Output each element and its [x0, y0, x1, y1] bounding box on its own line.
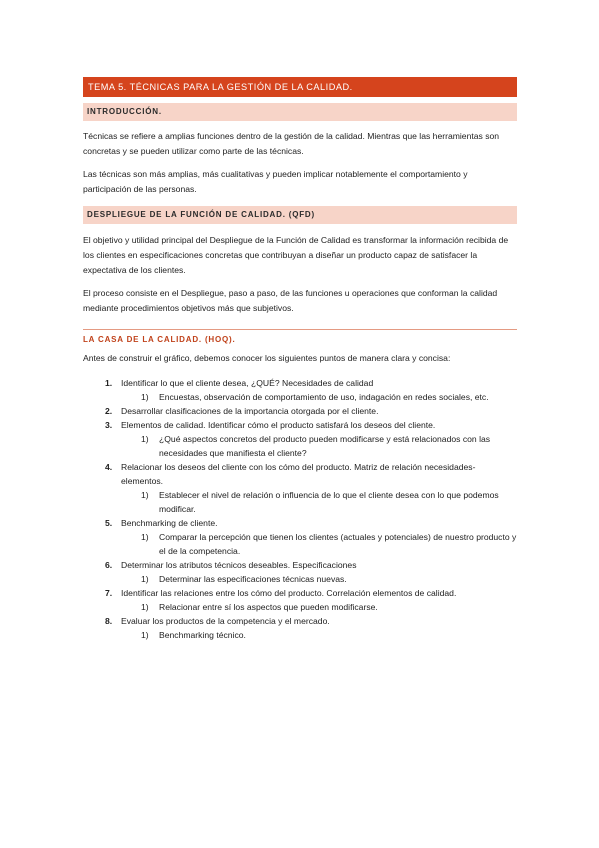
- list-item: [83, 586, 517, 614]
- sub-list-item-text: Determinar las especificaciones técnicas nuevas.: [159, 574, 347, 584]
- sub-list-item-text: Comparar la percepción que tienen los clientes (actuales y potenciales) de nuestro producto y el de la competencia.: [159, 532, 517, 556]
- list-item: [83, 404, 517, 418]
- list-number: 4.: [105, 462, 113, 472]
- document-page: [83, 77, 517, 642]
- sub-list-number: 1): [141, 392, 149, 402]
- list-number: 5.: [105, 518, 113, 528]
- intro-paragraph-2: Las técnicas son más amplias, más cualitativas y pueden implicar notablemente el comportamiento y participación de las personas.: [83, 169, 468, 194]
- sub-list-item: [83, 432, 517, 460]
- list-item: [83, 418, 517, 460]
- sub-list-number: 1): [141, 532, 149, 542]
- sub-list-item-text: ¿Qué aspectos concretos del producto pueden modificarse y está relacionados con las necesidades que manifiesta el cliente?: [159, 434, 491, 458]
- sub-list-number: 1): [141, 574, 149, 584]
- intro-paragraph-1: Técnicas se refiere a amplias funciones dentro de la gestión de la calidad. Mientras que las herramientas son concretas y se pueden utilizar como parte de las técnicas.: [83, 131, 500, 156]
- qfd-paragraph-1: El objetivo y utilidad principal del Despliegue de la Función de Calidad es transformar la información recibida de los clientes en especificaciones concretas que contribuyan a diseñar un producto capaz de satisfacer la expectativa de los clientes.: [83, 235, 509, 275]
- list-item-text: Determinar los atributos técnicos deseables. Especificaciones: [121, 560, 357, 570]
- list-item-text: Identificar las relaciones entre los cómo del producto. Correlación elementos de calidad.: [121, 588, 457, 598]
- list-item: [83, 614, 517, 642]
- document-title: TEMA 5. TÉCNICAS PARA LA GESTIÓN DE LA CALIDAD.: [83, 77, 517, 97]
- sub-list-item-text: Encuestas, observación de comportamiento de uso, indagación en redes sociales, etc.: [159, 392, 489, 402]
- list-number: 8.: [105, 616, 113, 626]
- qfd-paragraph-2: El proceso consiste en el Despliegue, paso a paso, de las funciones u operaciones que conforman la calidad mediante procedimientos objetivos más que subjetivos.: [83, 288, 498, 313]
- list-number: 7.: [105, 588, 113, 598]
- sub-list-item: [83, 628, 517, 642]
- list-item: [83, 516, 517, 558]
- list-item-text: Desarrollar clasificaciones de la importancia otorgada por el cliente.: [121, 406, 379, 416]
- list-number: 1.: [105, 378, 113, 388]
- sub-list-item: [83, 572, 517, 586]
- list-item-text: Identificar lo que el cliente desea, ¿QUÉ? Necesidades de calidad: [121, 378, 374, 388]
- hoq-intro: Antes de construir el gráfico, debemos conocer los siguientes puntos de manera clara y concisa:: [83, 353, 451, 363]
- sub-list-number: 1): [141, 602, 149, 612]
- sub-list-number: 1): [141, 434, 149, 444]
- list-number: 3.: [105, 420, 113, 430]
- sub-list-number: 1): [141, 630, 149, 640]
- list-number: 2.: [105, 406, 113, 416]
- list-item: [83, 460, 517, 516]
- sub-list-item-text: Benchmarking técnico.: [159, 630, 246, 640]
- list-item: [83, 558, 517, 586]
- sub-list-item: [83, 390, 517, 404]
- list-item-text: Benchmarking de cliente.: [121, 518, 218, 528]
- sub-list-item-text: Establecer el nivel de relación o influencia de lo que el cliente desea con lo que podemos modificar.: [159, 490, 499, 514]
- sub-list-item: [83, 530, 517, 558]
- section-heading-intro: INTRODUCCIÓN.: [83, 103, 517, 121]
- sub-list-item: [83, 488, 517, 516]
- sub-list-item: [83, 600, 517, 614]
- list-item-text: Evaluar los productos de la competencia y el mercado.: [121, 616, 330, 626]
- list-item: [83, 376, 517, 404]
- hoq-steps-list: [83, 376, 517, 642]
- subheading-hoq: LA CASA DE LA CALIDAD. (HOQ).: [83, 329, 517, 349]
- sub-list-item-text: Relacionar entre sí los aspectos que pueden modificarse.: [159, 602, 378, 612]
- section-heading-qfd: DESPLIEGUE DE LA FUNCIÓN DE CALIDAD. (QFD): [83, 206, 517, 224]
- list-item-text: Relacionar los deseos del cliente con los cómo del producto. Matriz de relación necesidades-elementos.: [121, 462, 476, 486]
- list-item-text: Elementos de calidad. Identificar cómo el producto satisfará los deseos del cliente.: [121, 420, 436, 430]
- sub-list-number: 1): [141, 490, 149, 500]
- list-number: 6.: [105, 560, 113, 570]
